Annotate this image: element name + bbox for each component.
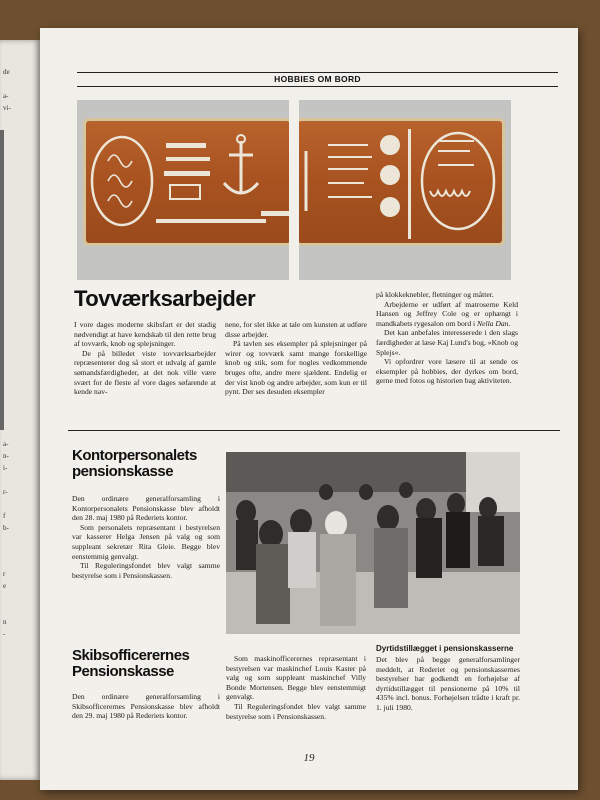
ropework-column-2 [225,320,367,397]
rope-board [299,118,505,246]
ropework-photo-right [299,100,511,280]
page-fragment: n- [3,452,9,460]
paragraph: nene, for slet ikke at tale om kunsten at udføre disse arbejder. [225,320,367,339]
dyrtid-heading: Dyrtidstillægget i pensionskasserne [376,644,514,653]
column-rule [0,130,4,430]
meeting-audience-drawing [226,452,520,634]
kontor-column [72,494,220,580]
ropework-knots-drawing [86,121,289,249]
heading-line: Pensionskasse [72,663,174,680]
magazine-page [40,28,578,790]
paragraph [376,300,518,329]
header-rule-top [77,72,558,73]
skibs-column-2 [226,654,366,721]
page-fragment: i- [3,464,8,472]
ropework-column-3 [376,290,518,386]
paragraph: Den ordinære generalforsamling i Kontorpersonalets Pensionskasse blev afholdt den 28. maj 1980 på Rederiets kontor. [72,494,220,523]
paragraph: Det kan anbefales interesserede i den slags færdigheder at læse Kaj Lund's bog, »Knob og Splejs«. [376,328,518,357]
page-fragment: r- [3,488,8,496]
paragraph: De på billedet viste tovværksarbejder repræsenterer dog så stort et udvalg af gamle sømandsfærdigheder, at det nok ville være svært for de fleste af vore dages søfarende at kende nav- [74,348,216,397]
ropework-heading: Tovværksarbejder [74,286,256,311]
rope-board [83,118,289,246]
section-title: HOBBIES OM BORD [274,74,361,84]
page-fragment: b- [3,524,9,532]
meeting-photo [226,452,520,634]
paragraph: Som personalets repræsentant i bestyrelsen var kasserer Helga Jensen på valg og som suppleant sekretær Rita Gleie. Begge blev eenstemmig genvalgt. [72,522,220,561]
paragraph: I vore dages moderne skibsfart er det stadig nødvendigt at have kendskab til den rette brug af tovværk, knob og splejsninger. [74,320,216,349]
paragraph: Som maskinofficerernes repræsentant i bestyrelsen var maskinchef Louis Kaster på valg og som suppleant maskinchef Villy Bonde Mortensen. Begge blev eenstemmigt genvalgt. [226,654,366,702]
paragraph: På tavlen ses eksempler på splejsninger på wirer og tovværk samt mange forskellige knob og stik, som for nogles vedkommende bruges ofte, andre mere sjældent. Endelig er der vist knob og andre arbejder, som kun er til pynt. Der ses desuden eksempler [225,339,367,397]
paragraph: Den ordinære generalforsamling i Skibsofficerernes Pensionskasse blev afholdt den 29. maj 1980 på Rederiets kontor. [72,692,220,721]
page-fragment: f [3,512,6,520]
paragraph: Det blev på begge generalforsamlinger meddelt, at Rederiet og pensionskassernes bestyrelser har godkendt en forhøjelse af dyrtidstillægget til pensionerne på 10% til 435% incl. bonus. Forhøjelsen trådte i kraft pr. 1. juli 1980. [376,655,520,712]
kontor-heading [72,448,197,480]
paragraph: Til Reguleringsfondet blev valgt samme bestyrelse som i Pensionskassen. [226,701,366,721]
page-fragment: - [3,630,6,638]
paragraph: Til Reguleringsfondet blev valgt samme bestyrelse som i Pensionskassen. [72,561,220,580]
page-fragment: a- [3,92,9,100]
heading-line: Kontorpersonalets [72,447,197,464]
paragraph: på klokkeknebler, fletninger og måtter. [376,290,494,299]
heading-line: Skibsofficerernes [72,647,190,664]
skibs-column-1 [72,692,220,721]
page-fragment: r [3,570,6,578]
section-divider [68,430,560,431]
page-number: 19 [303,752,315,764]
page-fragment: n [3,618,7,626]
page-fragment: de [3,68,10,76]
ship-name: Nella Dan. [477,318,511,328]
paragraph: Vi opfordrer vore læsere til at sende os eksempler på hobbies, der dyrkes om bord, gerne med fotos og historien bag aktiviteten. [376,357,518,386]
header-rule-bottom [77,86,558,87]
ropework-knots-drawing [299,121,508,249]
skibs-heading [72,648,189,680]
page-fragment: e [3,582,7,590]
paragraph-text: Arbejderne er udført af matroserne Keld Hansen og Jeffrey Cole og er ophængt i mandkabets rygesalon om bord i [376,299,518,328]
page-fragment: a- [3,440,9,448]
heading-line: pensionskasse [72,463,174,480]
page-fragment: vi- [3,104,11,112]
ropework-column-1 [74,320,216,397]
skibs-column-3 [376,644,520,713]
previous-page-edge [0,40,40,780]
ropework-photo-left [77,100,289,280]
